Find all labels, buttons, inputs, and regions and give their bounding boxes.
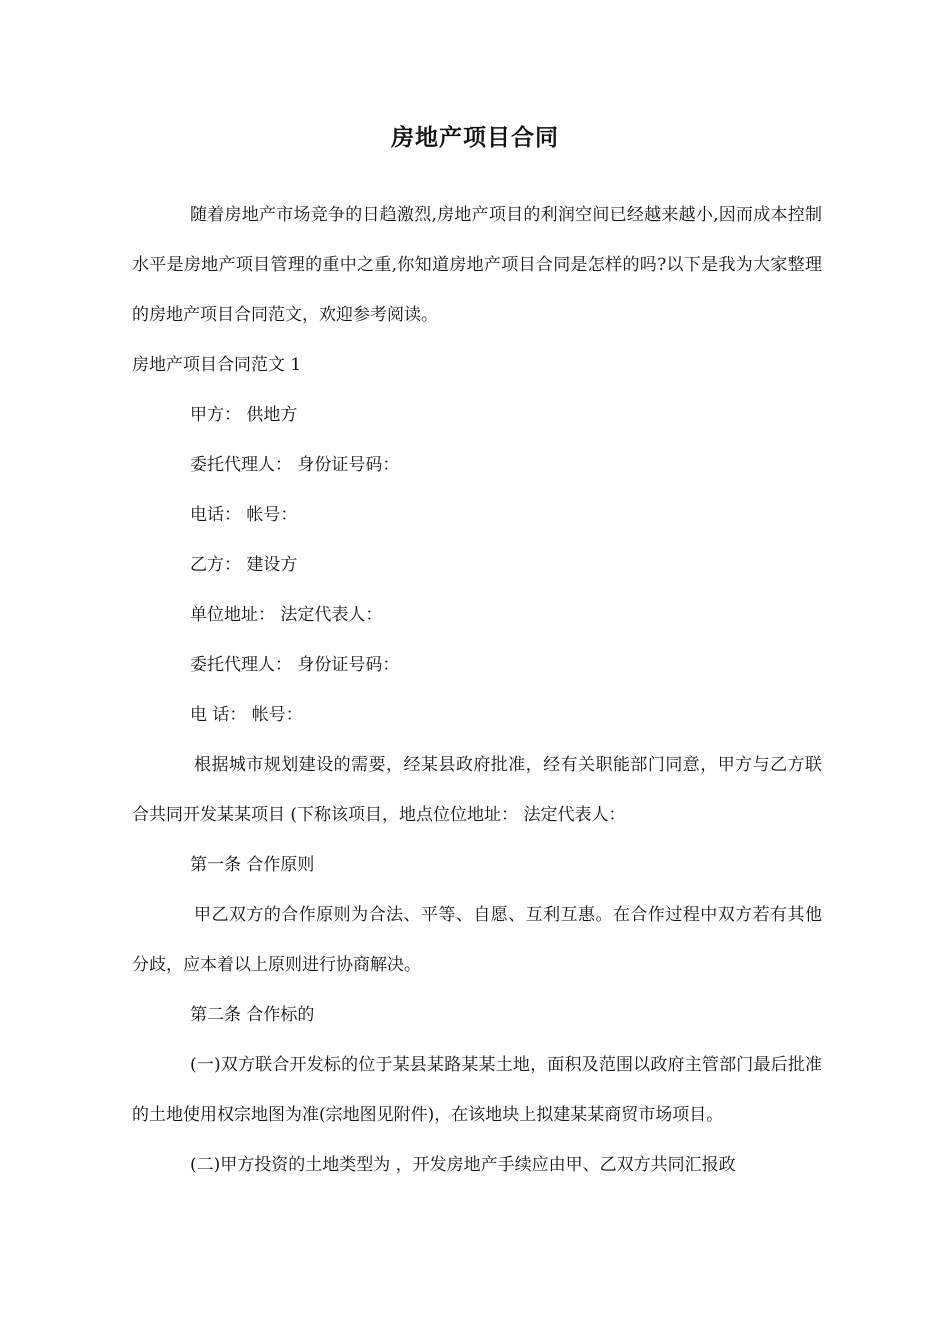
article-2-heading: 第二条 合作标的 bbox=[190, 1005, 315, 1025]
party-b-agent-line: 委托代理人： 身份证号码： bbox=[190, 655, 400, 675]
article-2-item-1: (一)双方联合开发标的位于某县某路某某土地，面积及范围以政府主管部门最后批准的土地使用权宗地图为准(宗地图见附件)，在该地块上拟建某某商贸市场项目。 bbox=[132, 1055, 822, 1125]
document-title: 房地产项目合同 bbox=[391, 125, 559, 151]
party-b-line: 乙方： 建设方 bbox=[190, 555, 298, 575]
party-a-phone-line: 电话： 帐号： bbox=[190, 505, 298, 525]
party-a-agent-line: 委托代理人： 身份证号码： bbox=[190, 455, 400, 475]
document-body bbox=[132, 190, 822, 1190]
article-1-heading: 第一条 合作原则 bbox=[190, 855, 315, 875]
party-b-address-line: 单位地址： 法定代表人： bbox=[190, 605, 383, 625]
article-1-body: 甲乙双方的合作原则为合法、平等、自愿、互利互惠。在合作过程中双方若有其他分歧，应本着以上原则进行协商解决。 bbox=[132, 905, 822, 975]
preamble-paragraph: 根据城市规划建设的需要，经某县政府批准，经有关职能部门同意，甲方与乙方联合共同开发某某项目 (下称该项目，地点位位地址： 法定代表人： bbox=[132, 755, 822, 825]
sample-heading: 房地产项目合同范文 1 bbox=[132, 355, 302, 375]
party-a-line: 甲方： 供地方 bbox=[190, 405, 298, 425]
party-b-phone-line: 电 话： 帐号： bbox=[190, 705, 303, 725]
intro-paragraph: 随着房地产市场竞争的日趋激烈,房地产项目的利润空间已经越来越小,因而成本控制水平是房地产项目管理的重中之重,你知道房地产项目合同是怎样的吗?以下是我为大家整理的房地产项目合同范文，欢迎参考阅读。 bbox=[132, 205, 822, 325]
article-2-item-2: (二)甲方投资的土地类型为 ，开发房地产手续应由甲、乙双方共同汇报政 bbox=[190, 1155, 736, 1175]
